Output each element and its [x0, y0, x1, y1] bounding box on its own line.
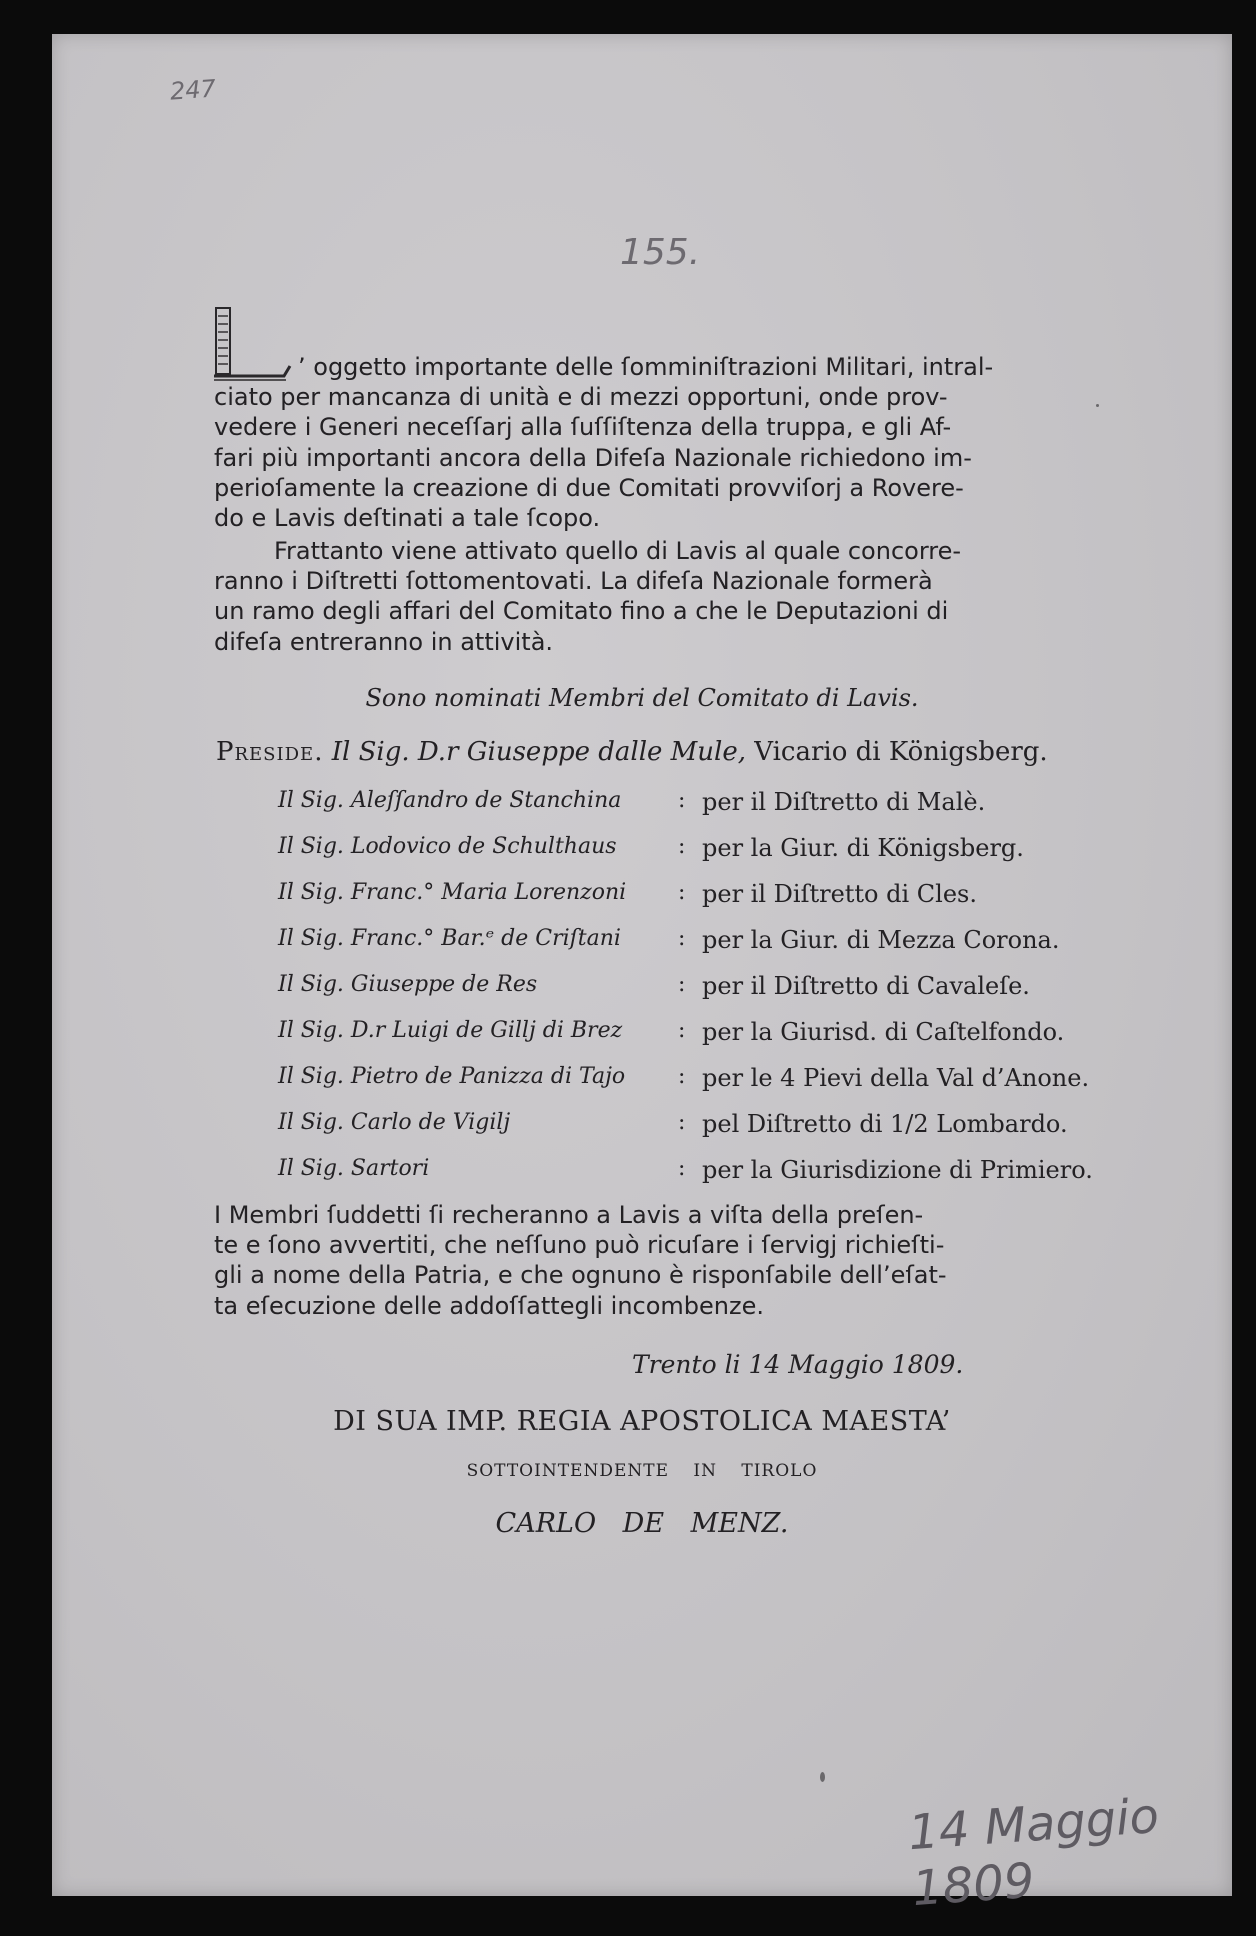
document-sheet	[52, 34, 1232, 1918]
member-row	[278, 834, 1098, 864]
place-date: Trento li 14 Maggio 1809.	[632, 1350, 964, 1379]
intro-paragraph	[214, 352, 1086, 533]
member-district: per le 4 Pievi della Val d’Anone.	[702, 1064, 1090, 1092]
member-row	[278, 972, 1098, 1002]
member-district: per la Giur. di Mezza Corona.	[702, 926, 1060, 954]
signature: CARLO DE MENZ.	[495, 1508, 789, 1539]
member-row	[278, 1064, 1098, 1094]
member-name: Il Sig. Franc.° Bar.ᵉ de Criſtani	[278, 926, 621, 951]
closing-paragraph	[214, 1200, 1086, 1321]
member-name: Il Sig. Carlo de Vigilj	[278, 1110, 511, 1135]
separator: :	[678, 788, 686, 813]
handwritten-date: 14 Maggio 1809	[906, 1787, 1161, 1918]
archive-note: 247	[169, 74, 217, 106]
member-district: per la Giurisd. di Caſtelfondo.	[702, 1018, 1065, 1046]
separator: :	[678, 1064, 686, 1089]
member-district: per la Giurisdizione di Primiero.	[702, 1156, 1093, 1184]
member-district: per la Giur. di Königsberg.	[702, 834, 1024, 862]
member-name: Il Sig. D.r Luigi de Gillj di Brez	[278, 1018, 623, 1043]
separator: :	[678, 926, 686, 951]
paragraph-line: un ramo degli affari del Comitato fino a che le Deputazioni di	[214, 597, 949, 626]
member-name: Il Sig. Giuseppe de Res	[278, 972, 538, 997]
ink-speck	[820, 1772, 825, 1782]
ink-speck	[1096, 404, 1099, 407]
member-name: Il Sig. Aleſſandro de Stanchina	[278, 788, 622, 813]
intro-line: do e Lavis deſtinati a tale ſcopo.	[214, 504, 601, 533]
member-row	[278, 788, 1098, 818]
separator: :	[678, 1110, 686, 1135]
member-district: per il Diſtretto di Cles.	[702, 880, 977, 908]
president-line	[216, 737, 1096, 767]
members-heading: Sono nominati Membri del Comitato di Lavis.	[365, 684, 919, 712]
official-title: SOTTOINTENDENTE IN TIROLO	[466, 1461, 818, 1481]
paragraph-line: Frattanto viene attivato quello di Lavis al quale concorre-	[274, 537, 962, 565]
member-district: per il Diſtretto di Malè.	[702, 788, 986, 816]
drop-cap-letter: L	[214, 306, 215, 307]
intro-line: ciato per mancanza di unità e di mezzi opportuni, onde prov-	[214, 383, 948, 412]
intro-line: perioſamente la creazione di due Comitati provviſorj a Rovere-	[214, 473, 964, 502]
separator: :	[678, 834, 686, 859]
member-row	[278, 926, 1098, 956]
paragraph-line: ranno i Diſtretti ſottomentovati. La difeſa Nazionale formerà	[214, 567, 933, 596]
paragraph-line: difeſa entreranno in attività.	[214, 627, 554, 656]
separator: :	[678, 1018, 686, 1043]
member-row	[278, 1110, 1098, 1140]
intro-line: ’ oggetto importante delle ſomminiſtrazioni Militari, intral-	[298, 353, 994, 381]
authority-line: DI SUA IMP. REGIA APOSTOLICA MAESTA’	[333, 1406, 951, 1437]
intro-line: vedere i Generi neceſſarj alla ſuſſiſtenza della truppa, e gli Af-	[214, 413, 952, 442]
member-district: pel Diſtretto di 1/2 Lombardo.	[702, 1110, 1068, 1138]
member-name: Il Sig. Franc.° Maria Lorenzoni	[278, 880, 627, 905]
paragraph-line: te e ſono avvertiti, che neſſuno può ricuſare i ſervigj richieſti-	[214, 1231, 945, 1260]
president-label: Preside.	[216, 737, 324, 767]
member-row	[278, 880, 1098, 910]
president-name: Il Sig. D.r Giuseppe dalle Mule,	[331, 737, 747, 767]
president-role: Vicario di Königsberg.	[754, 737, 1048, 767]
paragraph-line: gli a nome della Patria, e che ognuno è risponſabile dell’eſat-	[214, 1261, 947, 1290]
second-paragraph	[214, 536, 1086, 657]
paragraph-line: I Membri ſuddetti ſi recheranno a Lavis a viſta della preſen-	[214, 1201, 924, 1229]
member-name: Il Sig. Pietro de Panizza di Tajo	[278, 1064, 626, 1089]
intro-line: fari più importanti ancora della Difeſa Nazionale richiedono im-	[214, 443, 972, 472]
separator: :	[678, 880, 686, 905]
member-name: Il Sig. Lodovico de Schulthaus	[278, 834, 617, 859]
member-row	[278, 1018, 1098, 1048]
member-row	[278, 1156, 1098, 1186]
paragraph-line: ta eſecuzione delle addoſſattegli incombenze.	[214, 1291, 765, 1320]
page-number: 155.	[620, 232, 701, 273]
separator: :	[678, 972, 686, 997]
member-name: Il Sig. Sartori	[278, 1156, 430, 1181]
separator: :	[678, 1156, 686, 1181]
member-district: per il Diſtretto di Cavaleſe.	[702, 972, 1030, 1000]
